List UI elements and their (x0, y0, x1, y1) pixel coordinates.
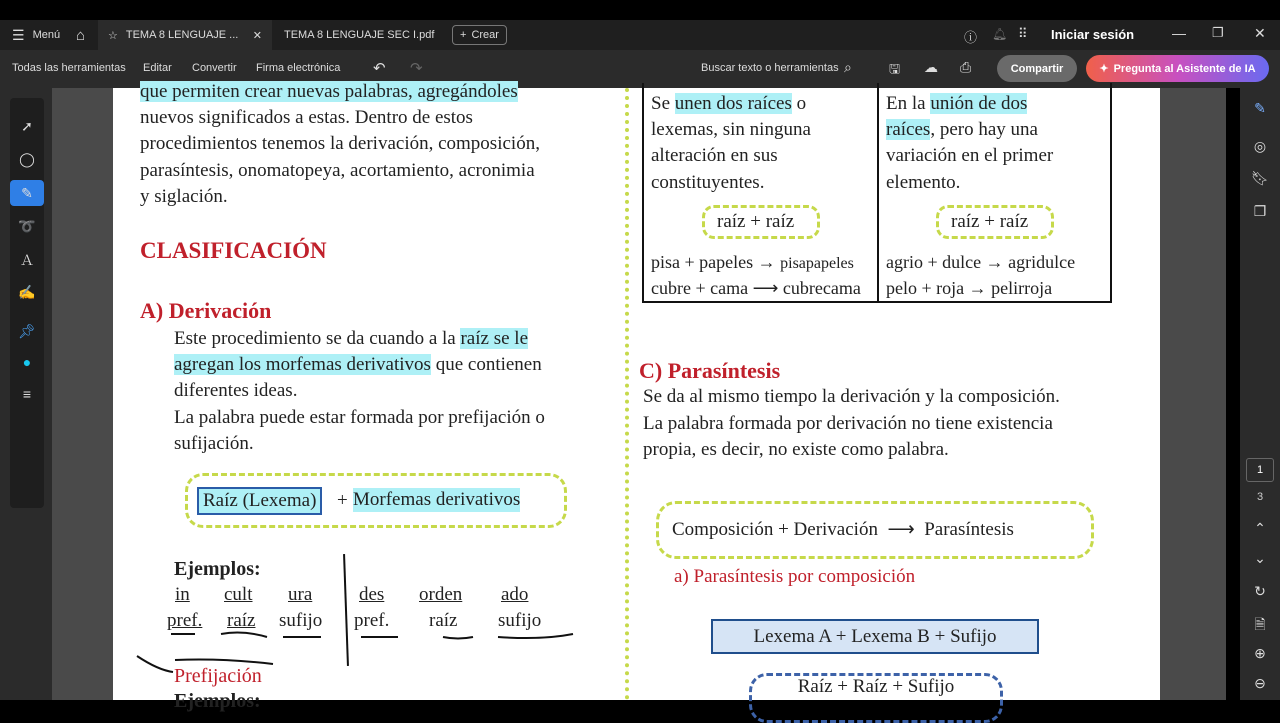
home-icon[interactable]: ⌂ (76, 26, 86, 44)
ai-assistant-button[interactable] (1086, 55, 1269, 82)
table-col1-line1: Se unen dos raíces o (651, 93, 807, 114)
pin-icon[interactable]: 📌︎ (18, 323, 36, 339)
close-icon[interactable]: ✕ (252, 29, 262, 42)
menu-button[interactable] (2, 20, 70, 50)
pdf-page (113, 81, 1160, 712)
deriv-line-5: sufijación. (174, 433, 254, 454)
create-label: Crear (471, 29, 499, 41)
example-label: raíz (429, 610, 458, 631)
example-part: ura (288, 584, 313, 605)
para-line-1: Se da al mismo tiempo la derivación y la composición. (643, 386, 1060, 407)
restore-button[interactable]: ❐ (1212, 25, 1224, 40)
rotate-icon[interactable]: ↻ (1254, 583, 1266, 599)
select-cursor-icon[interactable]: ➚ (21, 118, 33, 134)
intro-line-3: procedimientos tenemos la derivación, composición, (140, 133, 540, 154)
share-button[interactable]: Compartir (997, 55, 1077, 82)
intro-line-2: nuevos significados a estas. Dentro de estos (140, 107, 473, 128)
zoom-out-icon[interactable]: ⊖ (1254, 675, 1266, 691)
example-label: raíz (227, 610, 256, 631)
formula-text-2: raíz + raíz (951, 211, 1029, 232)
total-pages: 3 (1256, 491, 1264, 503)
convert-menu[interactable]: Convertir (192, 62, 237, 74)
deriv-line-1: Este procedimiento se da cuando a la raíz se le (174, 328, 528, 349)
comments-panel-icon[interactable]: ◎ (1253, 138, 1267, 154)
search-icon[interactable]: ⌕ (844, 59, 852, 75)
tab-label: TEMA 8 LENGUAJE ... (125, 29, 239, 41)
intro-line-4: parasíntesis, onomatopeya, acortamiento, acronimia (140, 160, 535, 181)
bell-icon[interactable]: 🔔︎ (992, 27, 1008, 41)
ai-label: Pregunta al Asistente de IA (1113, 62, 1256, 75)
examples-label-2: Ejemplos: (174, 690, 261, 712)
example-agridulce: agrio + dulce → agridulce (886, 252, 1076, 272)
formula-text-1: raíz + raíz (717, 211, 795, 232)
more-menu-icon[interactable]: ≡ (22, 386, 32, 402)
apps-grid-icon[interactable]: ⠿ (1018, 26, 1028, 41)
esign-menu[interactable]: Firma electrónica (256, 62, 341, 74)
example-part: in (175, 584, 190, 605)
table-col1-line2: lexemas, sin ninguna (651, 119, 811, 140)
deriv-line-2: agregan los morfemas derivativos que contienen (174, 354, 542, 375)
example-part: ado (501, 584, 529, 605)
example-label: pref. (354, 610, 390, 631)
text-select-icon[interactable]: Ａ (20, 252, 34, 268)
sign-in-button[interactable]: Iniciar sesión (1051, 27, 1135, 42)
parasynthesis-heading: C) Parasíntesis (639, 358, 781, 383)
close-window-button[interactable]: ✕ (1254, 25, 1266, 41)
example-label: pref. (167, 610, 203, 631)
table-col2-line3: variación en el primer (886, 145, 1054, 166)
save-icon[interactable]: 🖫 (889, 61, 901, 76)
deriv-line-4: La palabra puede estar formada por prefijación o (174, 407, 545, 428)
ai-summary-icon[interactable]: ✎ (1254, 100, 1266, 116)
plus-icon: + (460, 29, 467, 41)
star-icon: ☆ (108, 29, 118, 42)
example-pelirroja: pelo + roja → pelirroja (886, 278, 1053, 298)
tab-label: TEMA 8 LENGUAJE SEC I.pdf (284, 29, 435, 41)
current-page-input[interactable]: 1 (1246, 458, 1274, 482)
example-pisapapeles: pisa + papeles → pisapapeles (651, 252, 854, 272)
example-part: orden (419, 584, 463, 605)
comment-icon[interactable]: ◯ (19, 151, 35, 167)
left-tool-rail (0, 88, 52, 700)
chevron-down-icon[interactable]: ⌄ (1254, 550, 1266, 566)
all-tools-menu[interactable]: Todas las herramientas (12, 62, 126, 74)
example-cubrecama: cubre + cama ⟶ cubrecama (651, 278, 861, 298)
table-col2-line1: En la unión de dos (886, 93, 1028, 114)
para-line-3: propia, es decir, no existe como palabra. (643, 439, 949, 460)
tab-tema8-active[interactable] (98, 20, 272, 50)
chevron-up-icon[interactable]: ⌃ (1254, 520, 1266, 536)
menu-label: Menú (32, 29, 61, 41)
table-col1-line3: alteración en sus (651, 145, 778, 166)
bookmark-icon[interactable]: 🔖︎ (1251, 170, 1269, 186)
extract-page-icon[interactable]: 🗎 (1254, 616, 1266, 632)
right-rail (1240, 88, 1280, 700)
parasynthesis-composition-heading: a) Parasíntesis por composición (674, 566, 916, 587)
table-col1-line4: constituyentes. (651, 172, 765, 193)
color-dot-icon[interactable]: ● (22, 354, 32, 370)
undo-icon[interactable]: ↶ (373, 60, 386, 77)
classification-heading: CLASIFICACIÓN (140, 238, 327, 263)
intro-line-5: y siglación. (140, 186, 228, 207)
upload-cloud-icon[interactable]: ☁ (924, 59, 938, 75)
formula-plus: + (337, 490, 348, 511)
column-divider (625, 88, 629, 700)
lexeme-formula-box: Lexema A + Lexema B + Sufijo (711, 619, 1039, 654)
lasso-icon[interactable]: ➰ (18, 218, 36, 234)
print-icon[interactable]: ⎙ (960, 59, 972, 75)
ai-chat-icon: ✦ (1099, 63, 1109, 75)
formula-root: Raíz (Lexema) (197, 487, 322, 515)
table-col2-line2: raíces, pero hay una (886, 119, 1038, 140)
tab-bar (0, 20, 1280, 50)
prefixation-heading: Prefijación (174, 665, 262, 687)
deriv-line-3: diferentes ideas. (174, 380, 298, 401)
example-part: des (359, 584, 385, 605)
edit-menu[interactable]: Editar (143, 62, 172, 74)
hamburger-icon: ☰ (12, 26, 25, 43)
para-line-2: La palabra formada por derivación no tiene existencia (643, 413, 1053, 434)
zoom-in-icon[interactable]: ⊕ (1254, 645, 1266, 661)
help-icon[interactable]: ⓘ (964, 30, 978, 45)
example-part: cult (224, 584, 253, 605)
example-label: sufijo (279, 610, 323, 631)
redo-icon[interactable]: ↷ (410, 60, 423, 77)
parasynthesis-formula: Composición + Derivación ⟶ Parasíntesis (672, 519, 1014, 540)
create-button[interactable] (452, 25, 507, 45)
root-formula-box: Raíz + Raíz + Sufijo (749, 673, 1003, 723)
search-tools[interactable]: Buscar texto o herramientas (701, 62, 839, 74)
table-col2-line4: elemento. (886, 172, 961, 193)
example-label: sufijo (498, 610, 542, 631)
highlight-pen-icon[interactable]: ✎ (10, 180, 44, 206)
intro-line-1: que permiten crear nuevas palabras, agregándoles (140, 81, 518, 102)
minimize-button[interactable]: — (1172, 25, 1186, 41)
derivation-heading: A) Derivación (140, 298, 272, 323)
pages-icon[interactable]: ❐ (1253, 203, 1267, 219)
table-divider (877, 83, 879, 303)
examples-label: Ejemplos: (174, 558, 261, 580)
formula-morphemes: Morfemas derivativos (353, 489, 521, 510)
sign-icon[interactable]: ✍ (18, 284, 36, 300)
tab-tema8-sec[interactable] (274, 20, 444, 50)
